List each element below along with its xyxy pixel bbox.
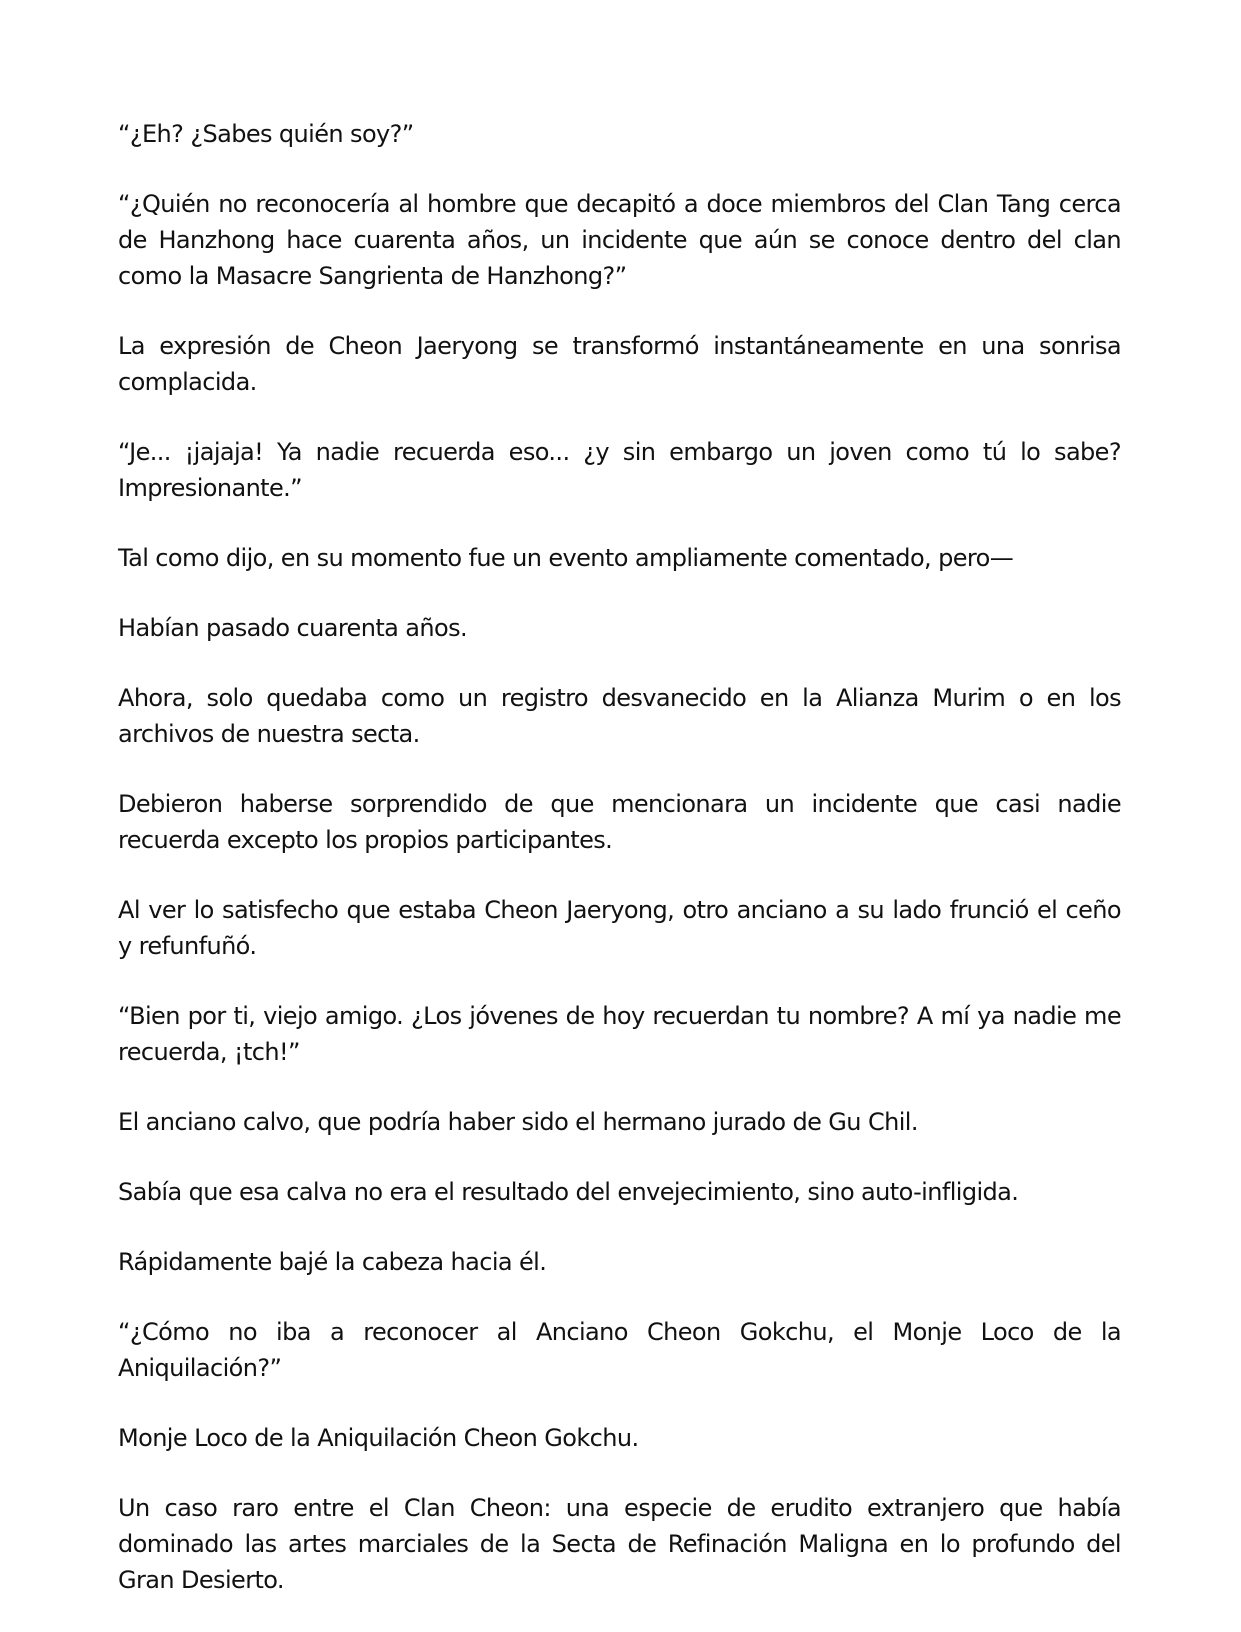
paragraph: “Je... ¡jajaja! Ya nadie recuerda eso... ¿y sin embargo un joven como tú lo sabe? Impresionante.” — [118, 438, 1121, 502]
paragraph: Un caso raro entre el Clan Cheon: una especie de erudito extranjero que había dominado las artes marciales de la Secta de Refinación Maligna en lo profundo del Gran Desierto. — [118, 1494, 1121, 1594]
paragraph: Tal como dijo, en su momento fue un evento ampliamente comentado, pero— — [118, 544, 1014, 572]
paragraph: “¿Quién no reconocería al hombre que decapitó a doce miembros del Clan Tang cerca de Hanzhong hace cuarenta años, un incidente que aún se conoce dentro del clan como la Masacre Sangrienta de Hanzhong?” — [118, 190, 1121, 290]
paragraph: Al ver lo satisfecho que estaba Cheon Jaeryong, otro anciano a su lado frunció el ceño y refunfuñó. — [118, 896, 1121, 960]
paragraph: Habían pasado cuarenta años. — [118, 614, 468, 642]
paragraph: Sabía que esa calva no era el resultado del envejecimiento, sino auto-infligida. — [118, 1178, 1019, 1206]
paragraph: Monje Loco de la Aniquilación Cheon Gokchu. — [118, 1424, 639, 1452]
paragraph: Ahora, solo quedaba como un registro desvanecido en la Alianza Murim o en los archivos de nuestra secta. — [118, 684, 1121, 748]
paragraph: “¿Cómo no iba a reconocer al Anciano Cheon Gokchu, el Monje Loco de la Aniquilación?” — [118, 1318, 1121, 1382]
paragraph: El anciano calvo, que podría haber sido el hermano jurado de Gu Chil. — [118, 1108, 918, 1136]
paragraph: “¿Eh? ¿Sabes quién soy?” — [118, 120, 414, 148]
document-body — [118, 116, 1121, 1632]
paragraph: “Bien por ti, viejo amigo. ¿Los jóvenes de hoy recuerdan tu nombre? A mí ya nadie me recuerda, ¡tch!” — [118, 1002, 1121, 1066]
paragraph: La expresión de Cheon Jaeryong se transformó instantáneamente en una sonrisa complacida. — [118, 332, 1121, 396]
paragraph: Rápidamente bajé la cabeza hacia él. — [118, 1248, 547, 1276]
paragraph: Debieron haberse sorprendido de que mencionara un incidente que casi nadie recuerda excepto los propios participantes. — [118, 790, 1121, 854]
